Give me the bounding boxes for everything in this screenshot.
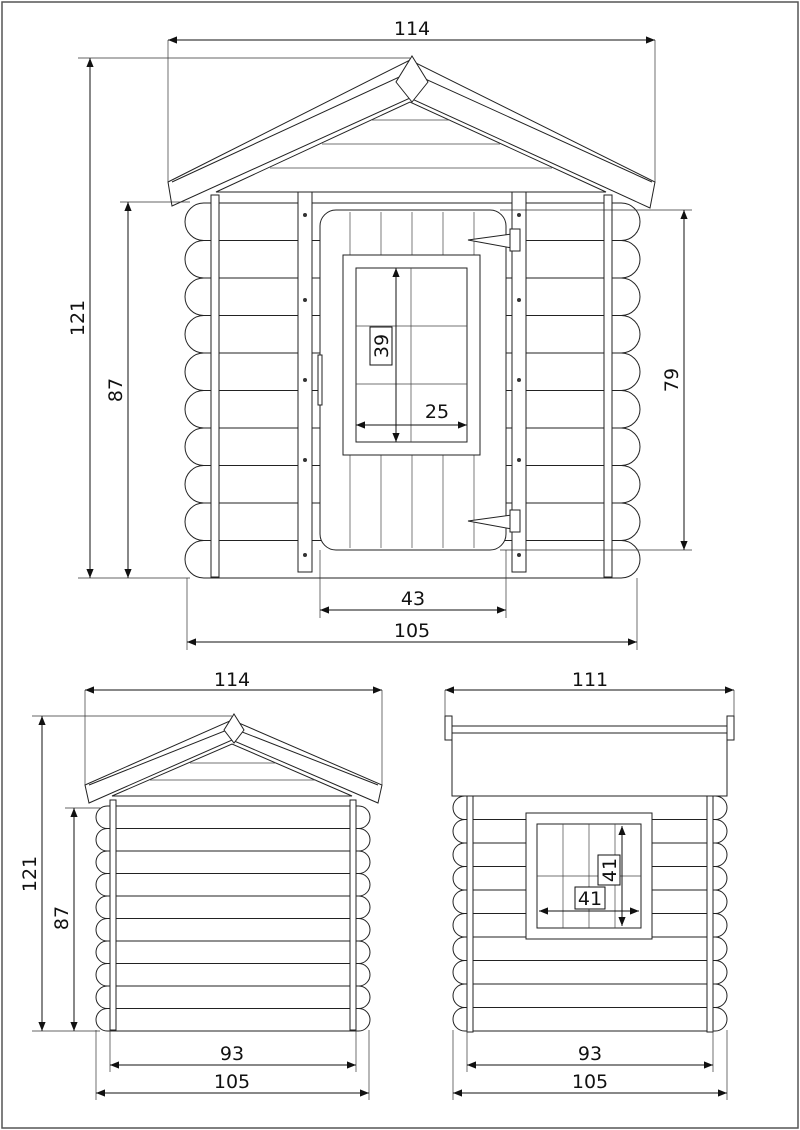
door-width-label: 43 [400, 588, 426, 610]
front-roof-width-label: 114 [393, 18, 431, 40]
back-window-width-label: 41 [577, 888, 603, 910]
roof-bracket-left [445, 716, 452, 740]
back-corner-post-left [467, 796, 473, 1032]
side-wall-log [96, 1009, 370, 1032]
back-window-height-label: 41 [599, 857, 621, 883]
back-corner-post-right [707, 796, 713, 1032]
side-wall-logs [96, 806, 370, 1031]
side-wall-log [96, 806, 370, 829]
side-corner-post-right [350, 800, 356, 1030]
door-window-height-label: 39 [371, 333, 393, 359]
roof-bracket-right [727, 716, 734, 740]
side-wall-log [96, 851, 370, 874]
front-base-width-label: 105 [393, 620, 431, 642]
side-view [19, 669, 382, 1100]
back-wall-log [453, 1007, 727, 1031]
back-roof-width-label: 111 [571, 669, 609, 691]
door-handle [318, 355, 322, 405]
side-wall-log [96, 941, 370, 964]
side-wall-log [96, 896, 370, 919]
side-roof-width-label: 114 [213, 669, 251, 691]
front-wall-height-label: 87 [105, 377, 127, 403]
back-wall-log [453, 961, 727, 985]
side-wall-log [96, 874, 370, 897]
door-height-label: 79 [661, 367, 683, 393]
side-inner-width-label: 93 [219, 1043, 245, 1065]
back-roof [445, 716, 734, 796]
back-wall-log [453, 984, 727, 1008]
front-corner-post-left [211, 195, 219, 577]
side-wall-height-label: 87 [51, 905, 73, 931]
front-view [67, 18, 692, 650]
door-window-width-label: 25 [424, 401, 450, 423]
front-roof [168, 56, 655, 208]
side-base-width-label: 105 [213, 1071, 251, 1093]
side-wall-log [96, 964, 370, 987]
back-base-width-label: 105 [571, 1071, 609, 1093]
side-wall-log [96, 919, 370, 942]
side-wall-log [96, 986, 370, 1009]
side-total-height-label: 121 [19, 855, 41, 893]
back-inner-width-label: 93 [577, 1043, 603, 1065]
back-roof-slope [452, 726, 727, 796]
front-total-height-label: 121 [67, 299, 89, 337]
side-roof [85, 714, 382, 803]
side-wall-log [96, 829, 370, 852]
front-corner-post-right [604, 195, 612, 577]
back-wall-log [453, 937, 727, 961]
back-view [445, 669, 734, 1100]
side-corner-post-left [110, 800, 116, 1030]
